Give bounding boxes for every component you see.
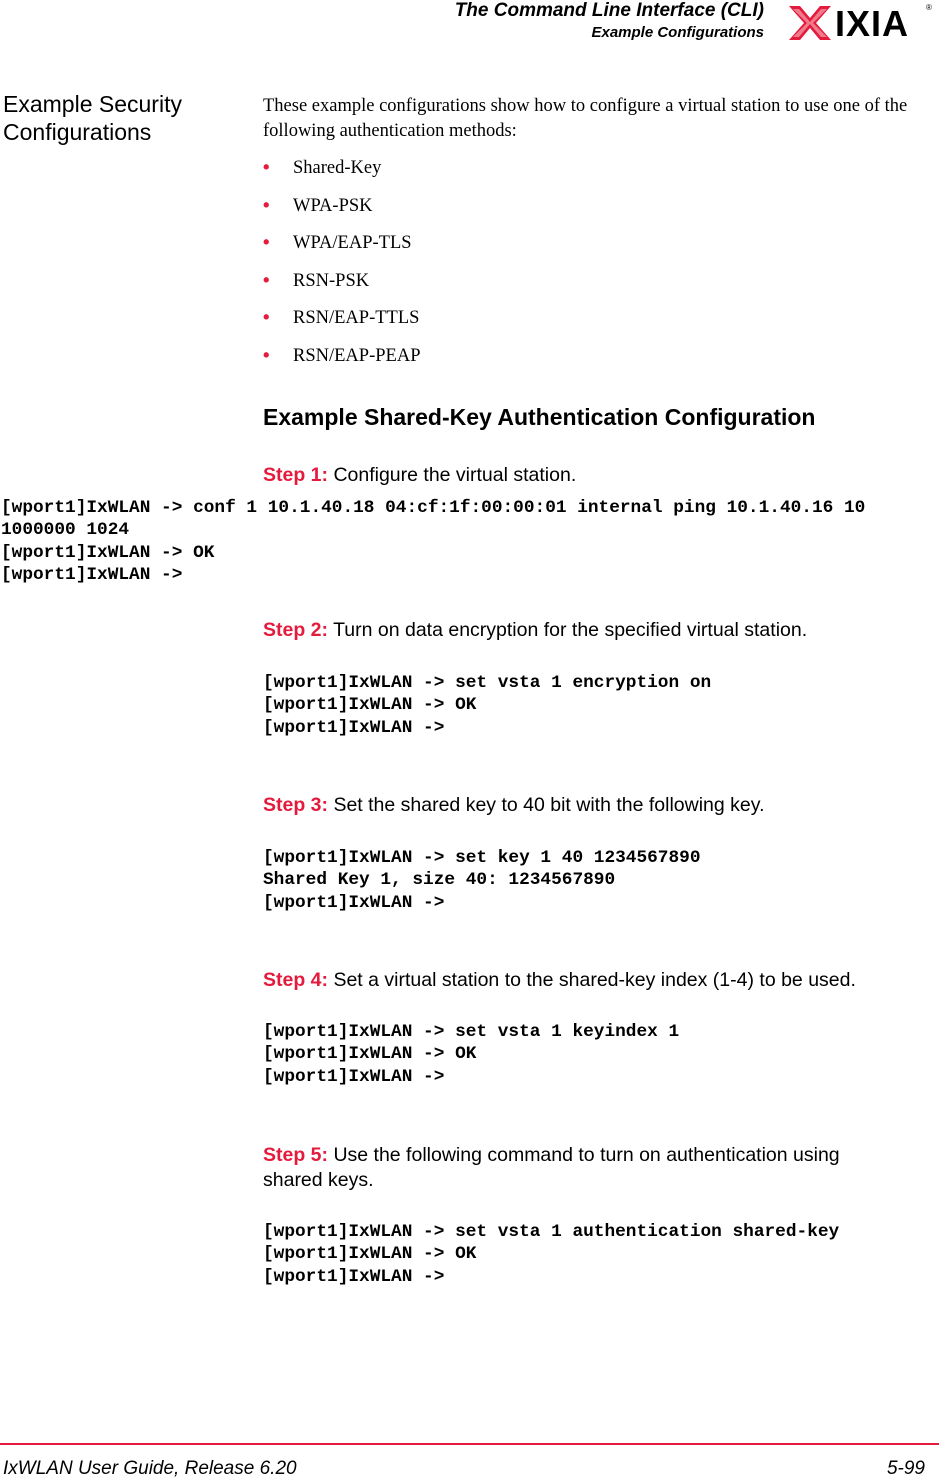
ixia-logo — [785, 0, 937, 46]
list-item — [263, 303, 420, 341]
step-3-text: Set the shared key to 40 bit with the following key. — [333, 794, 765, 816]
side-heading: Example Security Configurations — [3, 91, 182, 145]
step-5-label: Step 5: — [263, 1144, 329, 1166]
step-3-instruction — [263, 793, 937, 818]
step-1-instruction — [263, 463, 937, 488]
list-item — [263, 228, 420, 266]
footer-guide-title: IxWLAN User Guide, Release 6.20 — [3, 1458, 297, 1479]
ixia-x-mark — [789, 6, 831, 40]
step-3-code: [wport1]IxWLAN -> set key 1 40 1234567890 Shared Key 1, size 40: 1234567890 [wport1]IxWLAN -> — [263, 848, 701, 913]
bullet-icon: • — [263, 231, 270, 253]
intro-paragraph: These example configurations show how to configure a virtual station to use one of the following authentication methods: — [263, 96, 908, 141]
bullet-icon: • — [263, 268, 270, 290]
list-item — [263, 153, 420, 191]
list-item-text: Shared-Key — [293, 158, 382, 178]
step-2-instruction — [263, 618, 937, 643]
step-4-code: [wport1]IxWLAN -> set vsta 1 keyindex 1 [wport1]IxWLAN -> OK [wport1]IxWLAN -> — [263, 1022, 680, 1087]
step-4-label: Step 4: — [263, 969, 329, 991]
list-item-text: WPA-PSK — [293, 195, 373, 216]
step-2-text: Turn on data encryption for the specified virtual station. — [333, 619, 808, 641]
authentication-methods-list — [263, 153, 420, 379]
registered-mark: ® — [926, 3, 932, 12]
section-heading: Example Shared-Key Authentication Configuration — [263, 404, 816, 430]
step-5-instruction — [263, 1143, 903, 1193]
bullet-icon: • — [263, 306, 270, 328]
list-item — [263, 266, 420, 304]
step-5-text: Use the following command to turn on authentication using shared keys. — [263, 1144, 840, 1191]
step-3-label: Step 3: — [263, 794, 329, 816]
list-item-text: WPA/EAP-TLS — [293, 233, 412, 254]
step-1-text: Configure the virtual station. — [333, 464, 577, 486]
footer-page-number: 5-99 — [886, 1458, 925, 1479]
step-4-instruction — [263, 968, 937, 993]
step-5-code: [wport1]IxWLAN -> set vsta 1 authentication shared-key [wport1]IxWLAN -> OK [wport1]IxWLAN -> — [263, 1222, 840, 1287]
step-1-code: [wport1]IxWLAN -> conf 1 10.1.40.18 04:cf:1f:00:00:01 internal ping 10.1.40.16 10 1000000 1024 [wport1]IxWLAN -> OK [wport1]IxWLAN -> — [1, 498, 866, 585]
running-header-subtitle: Example Configurations — [591, 24, 764, 41]
step-1-label: Step 1: — [263, 464, 329, 486]
footer-rule — [0, 1443, 939, 1445]
list-item — [263, 341, 420, 379]
list-item — [263, 191, 420, 229]
ixia-wordmark: IXIA — [835, 3, 910, 44]
bullet-icon: • — [263, 343, 270, 365]
step-4-text: Set a virtual station to the shared-key index (1-4) to be used. — [333, 969, 856, 991]
list-item-text: RSN/EAP-PEAP — [293, 345, 421, 366]
step-2-label: Step 2: — [263, 619, 329, 641]
list-item-text: RSN-PSK — [293, 270, 370, 291]
bullet-icon: • — [263, 193, 270, 215]
step-2-code: [wport1]IxWLAN -> set vsta 1 encryption on [wport1]IxWLAN -> OK [wport1]IxWLAN -> — [263, 673, 712, 738]
bullet-icon: • — [263, 156, 270, 177]
list-item-text: RSN/EAP-TTLS — [293, 308, 420, 329]
running-header-title: The Command Line Interface (CLI) — [454, 0, 764, 21]
